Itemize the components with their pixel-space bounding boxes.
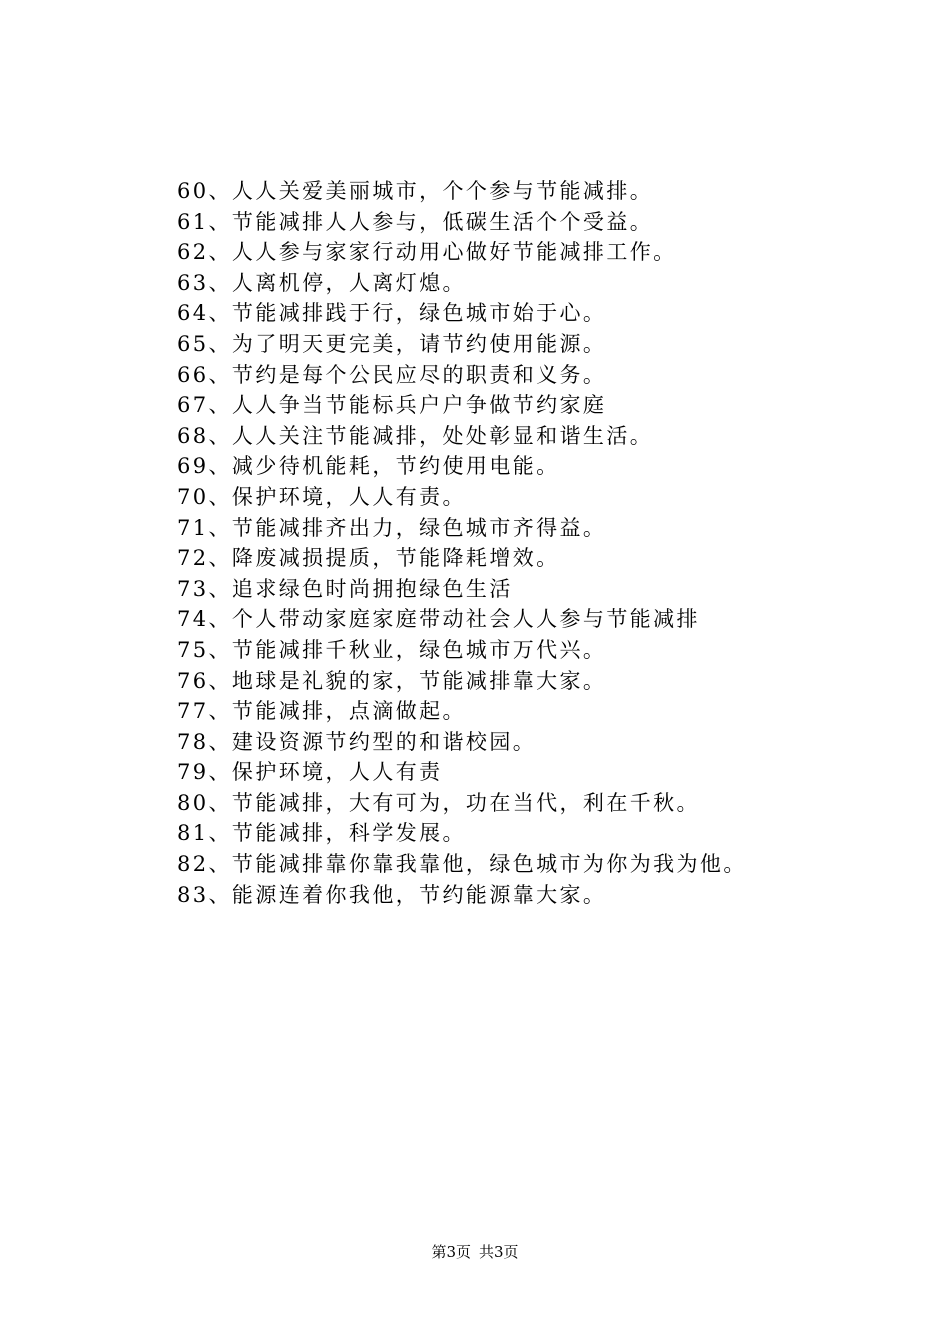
slogan-line: 66、节约是每个公民应尽的职责和义务。 xyxy=(177,362,607,387)
slogan-line: 62、人人参与家家行动用心做好节能减排工作。 xyxy=(177,240,677,265)
slogan-line: 81、节能减排，科学发展。 xyxy=(177,821,466,846)
slogan-line: 79、保护环境，人人有责 xyxy=(177,760,443,785)
slogan-line: 71、节能减排齐出力，绿色城市齐得益。 xyxy=(177,515,607,540)
slogan-line: 67、人人争当节能标兵户户争做节约家庭 xyxy=(177,393,607,418)
page-footer xyxy=(0,1242,950,1262)
slogan-line: 65、为了明天更完美，请节约使用能源。 xyxy=(177,331,607,356)
page-number-total: 共3页 xyxy=(479,1243,519,1261)
slogan-line: 73、追求绿色时尚拥抱绿色生活 xyxy=(177,576,513,601)
slogan-line: 78、建设资源节约型的和谐校园。 xyxy=(177,729,537,754)
slogan-line: 77、节能减排，点滴做起。 xyxy=(177,699,466,724)
slogan-line: 68、人人关注节能减排，处处彰显和谐生活。 xyxy=(177,423,654,448)
slogan-line: 72、降废减损提质，节能降耗增效。 xyxy=(177,546,560,571)
slogan-line: 83、能源连着你我他，节约能源靠大家。 xyxy=(177,882,607,907)
slogan-line: 63、人离机停，人离灯熄。 xyxy=(177,270,466,295)
slogan-line: 76、地球是礼貌的家，节能减排靠大家。 xyxy=(177,668,607,693)
slogan-line: 74、个人带动家庭家庭带动社会人人参与节能减排 xyxy=(177,607,700,632)
slogan-line: 75、节能减排千秋业，绿色城市万代兴。 xyxy=(177,637,607,662)
slogan-line: 64、节能减排践于行，绿色城市始于心。 xyxy=(177,301,607,326)
slogan-line: 60、人人关爱美丽城市，个个参与节能减排。 xyxy=(177,179,654,203)
slogan-line: 69、减少待机能耗，节约使用电能。 xyxy=(177,454,560,479)
slogan-line: 70、保护环境，人人有责。 xyxy=(177,484,466,509)
slogan-line: 80、节能减排，大有可为，功在当代，利在千秋。 xyxy=(177,790,700,815)
page-number-current: 第3页 xyxy=(431,1243,471,1261)
slogan-line: 82、节能减排靠你靠我靠他，绿色城市为你为我为他。 xyxy=(177,852,747,877)
slogan-list xyxy=(177,176,877,910)
slogan-line: 61、节能减排人人参与，低碳生活个个受益。 xyxy=(177,209,654,234)
